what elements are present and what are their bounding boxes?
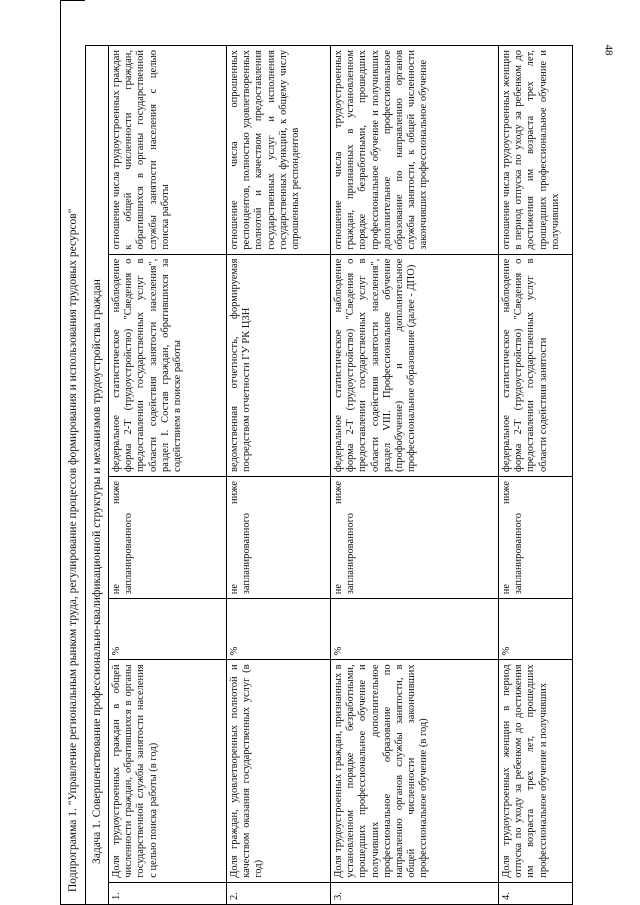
method-cell: отношение числа трудоустроенных граждан, признанных в установленном порядке безработными, прошедших профессиональное обучение и получивших дополнительное профессиональное образование по направлению органов службы занятости, к общей численности закончивших профессиональное обучение <box>331 46 499 255</box>
source-cell: федеральное статистическое наблюдение форма 2-Т (трудоустройство) "Сведения о предоставлении государственных услуг в области содействия занятости <box>499 254 573 476</box>
unit-cell: % <box>109 599 227 660</box>
table-row <box>499 46 573 905</box>
task-title: Задача 1. Совершенствование профессионально-квалификационной структуры и механизмов трудоустройства граждан <box>86 46 109 905</box>
table-row <box>227 46 331 905</box>
trend-cell: не ниже запланированного <box>499 476 573 598</box>
indicator-cell: Доля трудоустроенных граждан, признанных в установленном порядке безработными, прошедших профессиональное обучение и получивших дополнительное профессиональное образование по направлению органов службы занятости, в общей численности закончивших профессиональное обучение (в год) <box>331 660 499 882</box>
indicator-cell: Доля трудоустроенных женщин в период отпуска по уходу за ребенком до достижения им возраста трех лет, прошедших профессиональное обучение и получивших <box>499 660 573 882</box>
indicator-cell: Доля граждан, удовлетворенных полнотой и качеством оказания государственных услуг (в год) <box>227 660 331 882</box>
table-row <box>109 46 227 905</box>
task-row <box>86 46 109 905</box>
trend-cell: не ниже запланированного <box>109 476 227 598</box>
row-number: 1. <box>109 882 227 904</box>
row-number: 2. <box>227 882 331 904</box>
trend-cell: не ниже запланированного <box>227 476 331 598</box>
source-cell: федеральное статистическое наблюдение форма 2-Т (трудоустройство) "Сведения о предоставлении государственных услуг в области содействия занятости населения", раздел I. Состав граждан, обратившихся за содействием в поиске работы <box>109 254 227 476</box>
page-number: 48 <box>602 44 615 56</box>
method-cell: отношение числа опрошенных респондентов, полностью удовлетворенных полнотой и качеством предоставления государственных услуг и исполнения государственных функций, к общему числу опрошенных респондентов <box>227 46 331 255</box>
unit-cell: % <box>227 599 331 660</box>
source-cell: федеральное статистическое наблюдение форма 2-Т (трудоустройство) "Сведения о предоставлении государственных услуг в области содействия занятости населения", раздел VIII. Профессиональное обучение (профобучение) и дополнительное профессиональное образование (далее - ДПО) <box>331 254 499 476</box>
document-sheet <box>60 0 580 905</box>
method-cell: отношение числа трудоустроенных граждан к общей численности граждан, обратившихся в органы государственной службы занятости населения с целью поиска работы <box>109 46 227 255</box>
table-row <box>331 46 499 905</box>
source-cell: ведомственная отчетность, формируемая посредством отчетности ГУ РК ЦЗН <box>227 254 331 476</box>
trend-cell: не ниже запланированного <box>331 476 499 598</box>
unit-cell: % <box>331 599 499 660</box>
row-number: 4. <box>499 882 573 904</box>
indicators-table <box>85 45 573 905</box>
unit-cell: % <box>499 599 573 660</box>
subprogram-title: Подпрограмма 1. "Управление региональным рынком труда, регулирование процессов формирования и использования трудовых ресурсов" <box>60 0 85 905</box>
row-number: 3. <box>331 882 499 904</box>
method-cell: отношение числа трудоустроенных женщин в период отпуска по уходу за ребенком до достижения им возраста трех лет, прошедших профессиональное обучение и получивших <box>499 46 573 255</box>
indicator-cell: Доля трудоустроенных граждан в общей численности граждан, обратившихся в органы государственной службы занятости населения с целью поиска работы (в год) <box>109 660 227 882</box>
